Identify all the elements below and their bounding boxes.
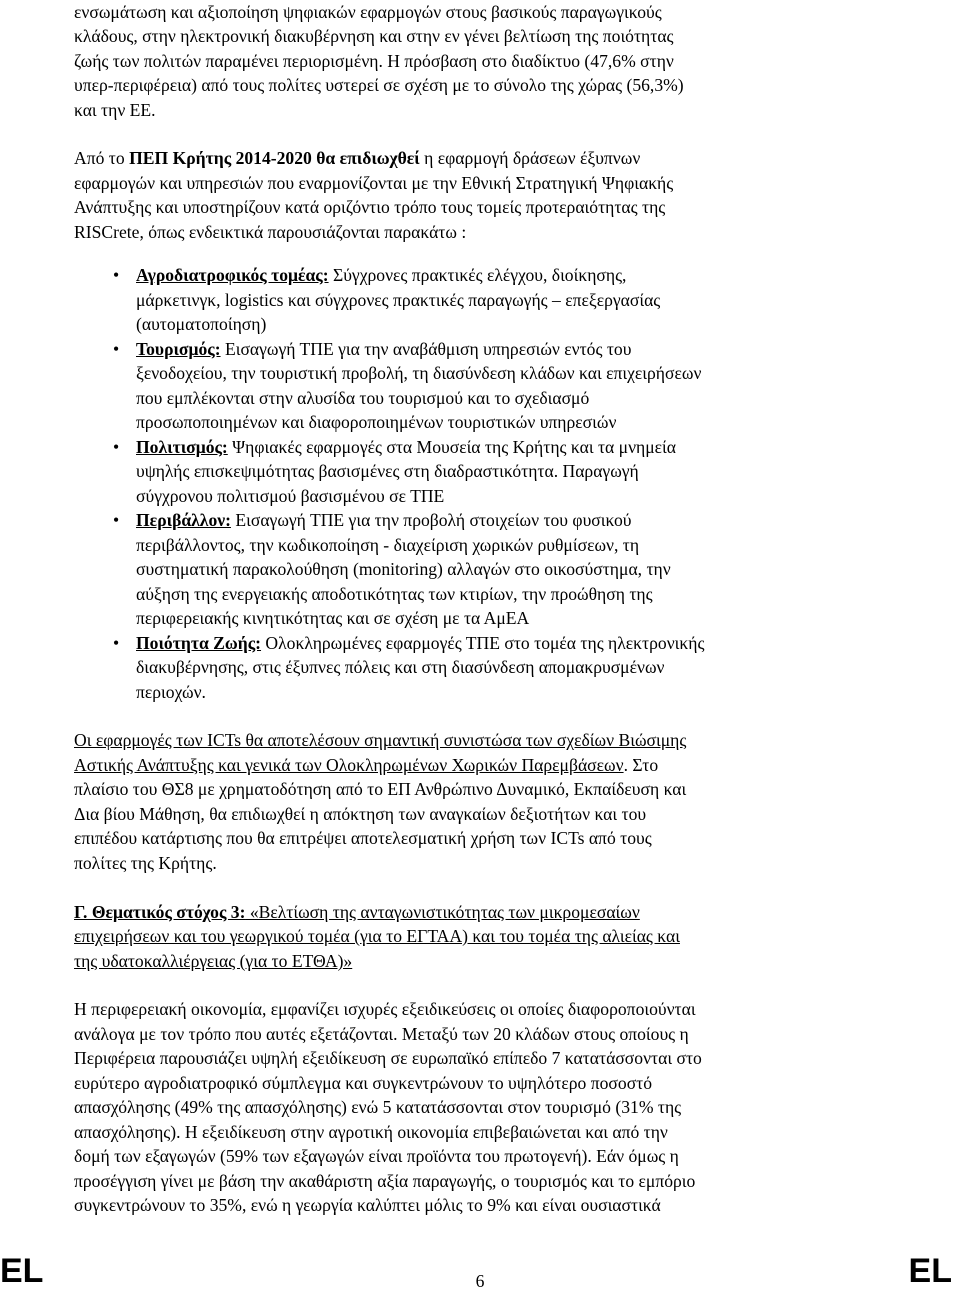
bullet-line: περιφερειακής κινητικότητας και σε σχέση με τα ΑμΕΑ xyxy=(136,608,530,628)
intro-line: υπερ-περιφέρεια) από τους πολίτες υστερεί σε σχέση με το σύνολο της χώρας (56,3%) xyxy=(74,75,684,95)
economy-line: Η περιφερειακή οικονομία, εμφανίζει ισχυρές εξειδικεύσεις οι οποίες διαφοροποιούνται xyxy=(74,999,696,1019)
bullet-text: Ψηφιακές εφαρμογές στα Μουσεία της Κρήτης και τα μνημεία xyxy=(227,437,676,457)
bullet-line: περιβάλλοντος, την κωδικοποίηση - διαχείριση χωρικών ρυθμίσεων, τη xyxy=(136,535,640,555)
footer-language-left: EL xyxy=(0,1252,44,1290)
bullet-title: Αγροδιατροφικός τομέας: xyxy=(136,265,329,285)
pep-first-line xyxy=(74,146,640,170)
icts-line-underlined: Οι εφαρμογές των ICTs θα αποτελέσουν σημαντική συνιστώσα των σχεδίων Βιώσιμης xyxy=(74,730,687,750)
pep-line: Ανάπτυξης και υποστηρίζουν κατά οριζόντιο τρόπο τους τομείς προτεραιότητας της xyxy=(74,197,666,217)
icts-line: πολίτες της Κρήτης. xyxy=(74,853,217,873)
bullet-first-line xyxy=(136,337,631,361)
page-number: 6 xyxy=(475,1271,485,1291)
bullet-text: Ολοκληρωμένες εφαρμογές ΤΠΕ στο τομέα της ηλεκτρονικής xyxy=(261,633,705,653)
bullet-line: μάρκετινγκ, logistics και σύγχρονες πρακτικές παραγωγής – επεξεργασίας xyxy=(136,290,661,310)
bullet-text: Σύγχρονες πρακτικές ελέγχου, διοίκησης, xyxy=(328,265,627,285)
bullet-marker: • xyxy=(113,339,120,359)
icts-line-2 xyxy=(74,753,658,777)
bullet-text: Εισαγωγή ΤΠΕ για την αναβάθμιση υπηρεσιών εντός του xyxy=(220,339,632,359)
economy-line: ανάλογα με τον τρόπο που αυτές εξετάζονται. Μεταξύ των 20 κλάδων στους οποίους η xyxy=(74,1024,689,1044)
economy-line: συγκεντρώνουν το 35%, ενώ η γεωργία καλύπτει μόλις το 9% και είναι ουσιαστικά xyxy=(74,1195,661,1215)
bullet-line: διακυβέρνησης, στις έξυπνες πόλεις και στη διασύνδεση απομακρυσμένων xyxy=(136,657,665,677)
pep-prefix: Από το xyxy=(74,148,130,168)
bullet-marker: • xyxy=(113,633,120,653)
thematic-heading-line-2: επιχειρήσεων και του γεωργικού τομέα (για το ΕΓΤΑΑ) και του τομέα της αλιείας και xyxy=(74,926,680,946)
thematic-heading-line-1 xyxy=(74,900,640,924)
bullet-first-line xyxy=(136,435,676,459)
bullet-text: Εισαγωγή ΤΠΕ για την προβολή στοιχείων του φυσικού xyxy=(230,510,632,530)
bullet-first-line xyxy=(136,631,704,655)
icts-underlined-text: Αστικής Ανάπτυξης και γενικά των Ολοκληρωμένων Χωρικών Παρεμβάσεων xyxy=(74,755,624,775)
bullet-title: Ποιότητα Ζωής: xyxy=(136,633,262,653)
bullet-line: υψηλής επισκεψιμότητας βασισμένες στη διαδραστικότητα. Παραγωγή xyxy=(136,461,639,481)
pep-bold: ΠΕΠ Κρήτης 2014-2020 θα επιδιωχθεί xyxy=(129,148,420,168)
bullet-line: που εμπλέκονται στην αλυσίδα του τουρισμού και το σχεδιασμό xyxy=(136,388,590,408)
icts-text: . Στο xyxy=(623,755,659,775)
intro-line: και την ΕΕ. xyxy=(74,100,156,120)
pep-line: εφαρμογών και υπηρεσιών που εναρμονίζονται με την Εθνική Στρατηγική Ψηφιακής xyxy=(74,173,674,193)
bullet-line: σύγχρονου πολιτισμού βασισμένου σε ΤΠΕ xyxy=(136,486,445,506)
bullet-marker: • xyxy=(113,265,120,285)
economy-line: απασχόλησης). Η εξειδίκευση στην αγροτική οικονομία επιβεβαιώνεται και από την xyxy=(74,1122,668,1142)
bullet-line: (αυτοματοποίηση) xyxy=(136,314,267,334)
icts-line: πλαίσιο του ΘΣ8 με χρηματοδότηση από το ΕΠ Ανθρώπινο Δυναμικό, Εκπαίδευση και xyxy=(74,779,687,799)
intro-line: ζωής των πολιτών παραμένει περιορισμένη. Η πρόσβαση στο διαδίκτυο (47,6% στην xyxy=(74,51,674,71)
bullet-line: περιοχών. xyxy=(136,682,206,702)
bullet-line: ξενοδοχείου, την τουριστική προβολή, τη διασύνδεση κλάδων και επιχειρήσεων xyxy=(136,363,702,383)
economy-line: απασχόλησης (49% της απασχόλησης) ενώ 5 κατατάσσονται στον τουρισμό (31% της xyxy=(74,1097,682,1117)
bullet-line: συστηματική παρακολούθηση (monitoring) αλλαγών στο οικοσύστημα, την xyxy=(136,559,671,579)
thematic-heading-line-3: της υδατοκαλλιέργειας (για το ΕΤΘΑ)» xyxy=(74,951,353,971)
bullet-title: Τουρισμός: xyxy=(136,339,221,359)
intro-line: κλάδους, στην ηλεκτρονική διακυβέρνηση και στην εν γένει βελτίωση της ποιότητας xyxy=(74,26,674,46)
bullet-title: Περιβάλλον: xyxy=(136,510,231,530)
pep-line: RISCrete, όπως ενδεικτικά παρουσιάζονται παρακάτω : xyxy=(74,222,467,242)
bullet-first-line xyxy=(136,263,626,287)
footer-language-right: EL xyxy=(908,1252,952,1290)
economy-line: ευρύτερο αγροδιατροφικό σύμπλεγμα και συγκεντρώνουν το υψηλότερο ποσοστό xyxy=(74,1073,653,1093)
thematic-heading-bold: Γ. Θεματικός στόχος 3: xyxy=(74,902,246,922)
bullet-line: προσωποποιημένων και διαφοροποιημένων τουριστικών υπηρεσιών xyxy=(136,412,617,432)
bullet-title: Πολιτισμός: xyxy=(136,437,228,457)
thematic-heading-text: «Βελτίωση της ανταγωνιστικότητας των μικρομεσαίων xyxy=(245,902,640,922)
pep-rest: η εφαρμογή δράσεων έξυπνων xyxy=(419,148,641,168)
economy-line: προσέγγιση γίνει με βάση την ακαθάριστη αξία παραγωγής, ο τουρισμός και το εμπόριο xyxy=(74,1171,696,1191)
economy-line: δομή των εξαγωγών (59% των εξαγωγών είναι προϊόντα του πρωτογενή). Εάν όμως η xyxy=(74,1146,679,1166)
icts-line: επιπέδου κατάρτισης που θα επιτρέψει αποτελεσματική χρήση των ICTs από τους xyxy=(74,828,652,848)
bullet-first-line xyxy=(136,508,631,532)
intro-line: ενσωμάτωση και αξιοποίηση ψηφιακών εφαρμογών στους βασικούς παραγωγικούς xyxy=(74,2,662,22)
icts-line: Δια βίου Μάθηση, θα επιδιωχθεί η απόκτηση των αναγκαίων δεξιοτήτων και του xyxy=(74,804,647,824)
bullet-line: αύξηση της ενεργειακής αποδοτικότητας των κτιρίων, την προώθηση της xyxy=(136,584,653,604)
bullet-marker: • xyxy=(113,437,120,457)
economy-line: Περιφέρεια παρουσιάζει υψηλή εξειδίκευση σε ευρωπαϊκό επίπεδο 7 κατατάσσονται στο xyxy=(74,1048,702,1068)
bullet-marker: • xyxy=(113,510,120,530)
